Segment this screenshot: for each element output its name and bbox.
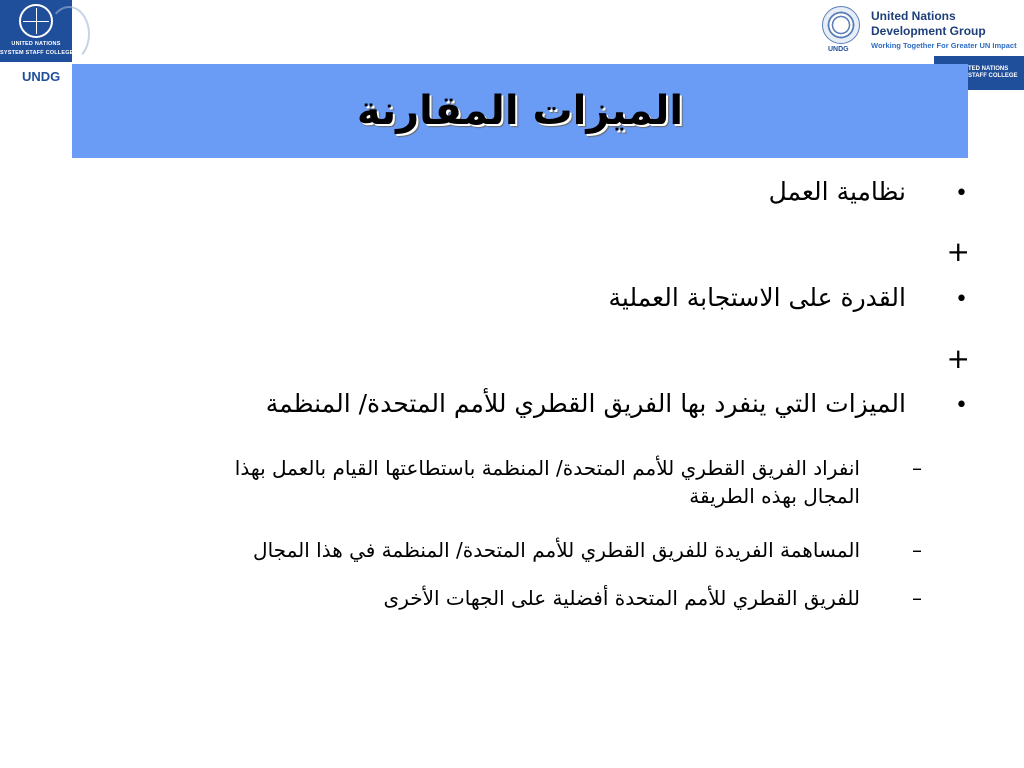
undg-name-line2: Development Group xyxy=(871,24,986,38)
dash-icon: – xyxy=(912,456,922,480)
bullet-icon: • xyxy=(955,287,968,312)
plus-icon: + xyxy=(946,342,970,375)
undg-label-right: UNDG xyxy=(828,46,849,53)
sub-item-line: انفراد الفريق القطري للأمم المتحدة/ المنظمة باستطاعتها القيام بالعمل بهذا xyxy=(234,456,860,480)
sub-item: المساهمة الفريدة للفريق القطري للأمم المتحدة/ المنظمة في هذا المجال xyxy=(253,538,860,562)
plus-icon: + xyxy=(946,235,970,268)
sub-item-line: المجال بهذه الطريقة xyxy=(689,484,860,508)
undg-name-line1: United Nations xyxy=(871,9,956,23)
dash-icon: – xyxy=(912,538,922,562)
undg-tagline: Working Together For Greater UN Impact xyxy=(871,41,1017,50)
dash-icon: – xyxy=(912,586,922,610)
sub-item xyxy=(235,454,860,510)
corner-line2: STAFF COLLEGE xyxy=(968,73,1018,79)
logo-caption-line2: SYSTEM STAFF COLLEGE xyxy=(0,50,74,56)
undg-label-left: UNDG xyxy=(22,69,61,84)
sub-item: للفريق القطري للأمم المتحدة أفضلية على الجهات الأخرى xyxy=(383,586,860,610)
bullet-item: الميزات التي ينفرد بها الفريق القطري للأمم المتحدة/ المنظمة xyxy=(265,389,906,418)
bullet-icon: • xyxy=(955,393,968,418)
bullet-item: القدرة على الاستجابة العملية xyxy=(608,283,906,312)
bullet-item: نظامية العمل xyxy=(768,177,906,206)
corner-line1: TED NATIONS xyxy=(968,66,1009,72)
logo-caption-line1: UNITED NATIONS xyxy=(11,41,61,47)
bullet-icon: • xyxy=(955,181,968,206)
slide-title: الميزات المقارنة xyxy=(356,88,684,134)
